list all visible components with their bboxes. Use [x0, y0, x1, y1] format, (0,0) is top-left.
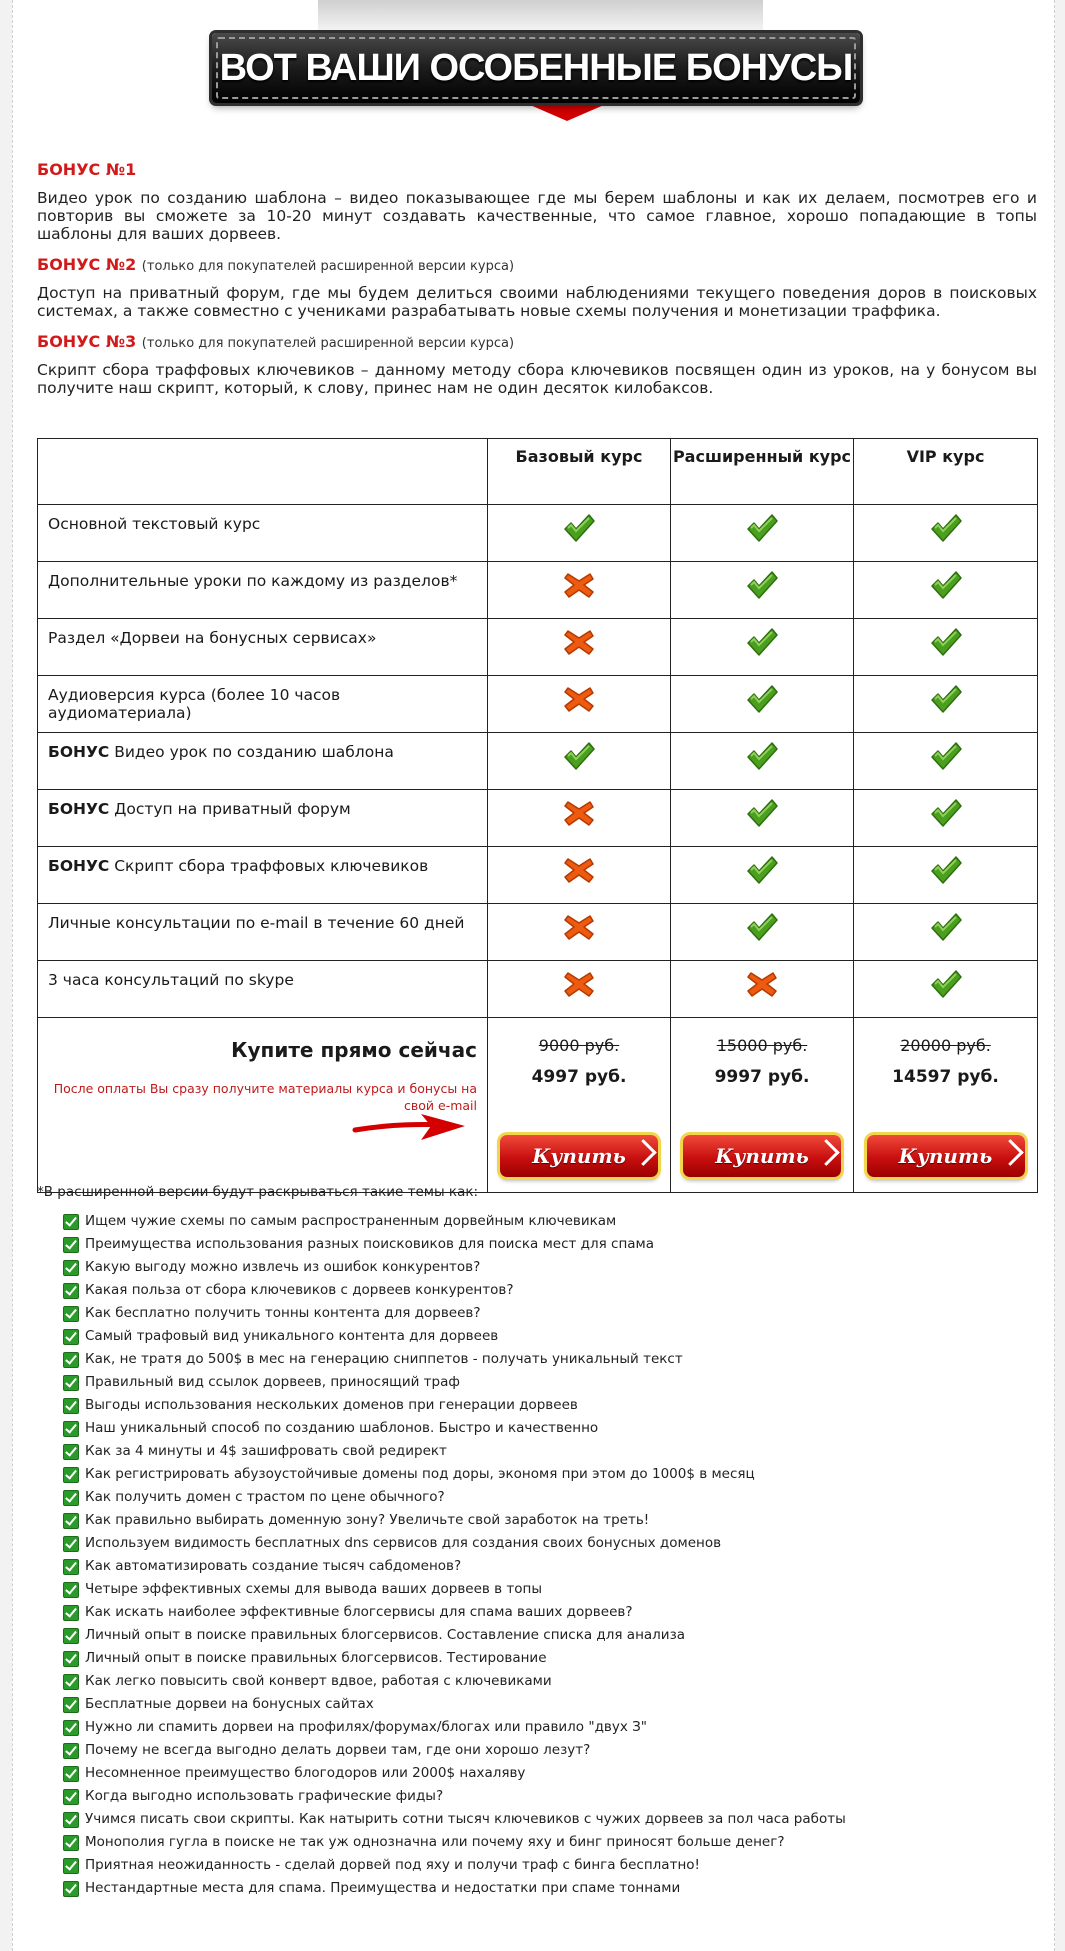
- cross-icon: [671, 961, 854, 1018]
- plan-basic: [488, 1018, 671, 1193]
- bonus-2: [37, 255, 1037, 320]
- checkbox-tick-icon: [63, 1720, 79, 1736]
- checkbox-tick-icon: [63, 1858, 79, 1874]
- topics-intro: *В расширенной версии будут раскрываться такие темы как:: [37, 1184, 479, 1200]
- table-header-row: [38, 439, 1038, 505]
- bonus-3-note: (только для покупателей расширенной версии курса): [141, 336, 515, 351]
- list-item: [63, 1535, 846, 1558]
- arrow-icon: [630, 1139, 657, 1166]
- checkbox-tick-icon: [63, 1375, 79, 1391]
- list-item: [63, 1696, 846, 1719]
- checkbox-tick-icon: [63, 1651, 79, 1667]
- feature-bonus-tag: БОНУС: [48, 743, 110, 761]
- list-item: [63, 1443, 846, 1466]
- feature-label: [38, 847, 488, 904]
- plan-vip: [854, 1018, 1038, 1193]
- feature-label: [38, 733, 488, 790]
- topic-text: Учимся писать свои скрипты. Как натырить сотни тысяч ключевиков с чужих дорвеев за пол часа работы: [85, 1811, 846, 1827]
- list-item: [63, 1489, 846, 1512]
- list-item: [63, 1512, 846, 1535]
- topic-text: Несомненное преимущество блогодоров или 2000$ нахаляву: [85, 1765, 526, 1781]
- bonus-3: [37, 332, 1037, 397]
- checkbox-tick-icon: [63, 1352, 79, 1368]
- page: [12, 0, 1055, 1951]
- cross-icon: [488, 961, 671, 1018]
- header-basic: Базовый курс: [488, 439, 671, 505]
- header-vip: VIP курс: [854, 439, 1038, 505]
- list-item: [63, 1236, 846, 1259]
- check-icon: [854, 733, 1038, 790]
- list-item: [63, 1673, 846, 1696]
- plan-vip-old-price: 20000 руб.: [900, 1036, 991, 1055]
- feature-label: [38, 676, 488, 733]
- topic-text: Как за 4 минуты и 4$ зашифровать свой редирект: [85, 1443, 447, 1459]
- banner: [212, 33, 860, 103]
- cross-icon: [488, 847, 671, 904]
- topic-text: Почему не всегда выгодно делать дорвеи там, где они хорошо лезут?: [85, 1742, 591, 1758]
- plan-extended-old-price: 15000 руб.: [716, 1036, 808, 1055]
- list-item: [63, 1811, 846, 1834]
- feature-text: Видео урок по созданию шаблона: [109, 743, 394, 761]
- topic-text: Когда выгодно использовать графические фиды?: [85, 1788, 444, 1804]
- feature-label: [38, 619, 488, 676]
- checkbox-tick-icon: [63, 1214, 79, 1230]
- comparison-table: [37, 438, 1038, 1193]
- check-icon: [671, 790, 854, 847]
- topic-text: Какую выгоду можно извлечь из ошибок конкурентов?: [85, 1259, 481, 1275]
- check-icon: [671, 619, 854, 676]
- list-item: [63, 1213, 846, 1236]
- topic-text: Как бесплатно получить тонны контента для дорвеев?: [85, 1305, 481, 1321]
- table-row: [38, 790, 1038, 847]
- list-item: [63, 1604, 846, 1627]
- list-item: [63, 1719, 846, 1742]
- topic-text: Нестандартные места для спама. Преимущества и недостатки при спаме тоннами: [85, 1880, 681, 1896]
- checkbox-tick-icon: [63, 1329, 79, 1345]
- plan-extended-price: 9997 руб.: [714, 1067, 810, 1087]
- table-row: [38, 961, 1038, 1018]
- checkbox-tick-icon: [63, 1536, 79, 1552]
- topic-text: Как правильно выбирать доменную зону? Увеличьте свой заработок на треть!: [85, 1512, 650, 1528]
- bonuses-section: [37, 160, 1037, 409]
- topic-text: Самый трафовый вид уникального контента для дорвеев: [85, 1328, 499, 1344]
- feature-label: [38, 790, 488, 847]
- plan-extended: [671, 1018, 854, 1193]
- buy-button-label: Купить: [715, 1144, 809, 1168]
- check-icon: [488, 505, 671, 562]
- bonus-1: [37, 160, 1037, 243]
- check-icon: [854, 904, 1038, 961]
- topic-text: Как получить домен с трастом по цене обычного?: [85, 1489, 445, 1505]
- topic-text: Ищем чужие схемы по самым распространенным дорвейным ключевикам: [85, 1213, 617, 1229]
- bonus-1-heading: [37, 160, 1037, 179]
- header-extended: Расширенный курс: [671, 439, 854, 505]
- topic-text: Как, не тратя до 500$ в мес на генерацию сниппетов - получать уникальный текст: [85, 1351, 683, 1367]
- check-icon: [671, 733, 854, 790]
- check-icon: [671, 904, 854, 961]
- checkbox-tick-icon: [63, 1283, 79, 1299]
- buy-cell: [38, 1018, 488, 1193]
- bonus-2-heading: [37, 255, 1037, 274]
- feature-text: Аудиоверсия курса (более 10 часов аудиоматериала): [48, 686, 341, 722]
- feature-text: Скрипт сбора траффовых ключевиков: [109, 857, 429, 875]
- buy-button-label: Купить: [532, 1144, 626, 1168]
- check-icon: [671, 562, 854, 619]
- topic-text: Монополия гугла в поиске не так уж однозначна или почему яху и бинг приносят больше денег?: [85, 1834, 785, 1850]
- list-item: [63, 1742, 846, 1765]
- feature-text: Основной текстовый курс: [48, 515, 261, 533]
- checkbox-tick-icon: [63, 1237, 79, 1253]
- check-icon: [671, 676, 854, 733]
- cross-icon: [488, 619, 671, 676]
- banner-ribbon-tip: [521, 101, 613, 121]
- topic-text: Приятная неожиданность - сделай дорвей под яху и получи траф с бинга бесплатно!: [85, 1857, 700, 1873]
- cross-icon: [488, 562, 671, 619]
- checkbox-tick-icon: [63, 1398, 79, 1414]
- topic-text: Используем видимость бесплатных dns сервисов для создания своих бонусных доменов: [85, 1535, 722, 1551]
- feature-text: Личные консультации по e-mail в течение 60 дней: [48, 914, 465, 932]
- bonus-3-title: БОНУС №3: [37, 332, 137, 351]
- topic-text: Преимущества использования разных поисковиков для поиска мест для спама: [85, 1236, 655, 1252]
- checkbox-tick-icon: [63, 1881, 79, 1897]
- check-icon: [488, 733, 671, 790]
- checkbox-tick-icon: [63, 1559, 79, 1575]
- bonus-3-text: Скрипт сбора траффовых ключевиков – данному методу сбора ключевиков посвящен один из уроков, на у бонусом вы получите наш скрипт, который, к слову, принес нам не один десяток килобаксов.: [37, 361, 1037, 397]
- plan-basic-old-price: 9000 руб.: [538, 1036, 620, 1055]
- checkbox-tick-icon: [63, 1697, 79, 1713]
- topic-text: Четыре эффективных схемы для вывода ваших дорвеев в топы: [85, 1581, 542, 1597]
- check-icon: [671, 505, 854, 562]
- checkbox-tick-icon: [63, 1835, 79, 1851]
- checkbox-tick-icon: [63, 1444, 79, 1460]
- arrow-icon: [813, 1139, 840, 1166]
- table-row: [38, 847, 1038, 904]
- red-arrow-icon: [351, 1108, 471, 1144]
- list-item: [63, 1466, 846, 1489]
- feature-label: [38, 904, 488, 961]
- checkbox-tick-icon: [63, 1628, 79, 1644]
- plan-basic-price: 4997 руб.: [531, 1067, 627, 1087]
- bonus-3-heading: [37, 332, 1037, 351]
- check-icon: [671, 847, 854, 904]
- checkbox-tick-icon: [63, 1789, 79, 1805]
- cross-icon: [488, 790, 671, 847]
- list-item: [63, 1627, 846, 1650]
- list-item: [63, 1420, 846, 1443]
- list-item: [63, 1834, 846, 1857]
- buy-subtitle: После оплаты Вы сразу получите материалы курса и бонусы на свой e-mail: [53, 1081, 477, 1113]
- list-item: [63, 1305, 846, 1328]
- buy-title: Купите прямо сейчас: [231, 1038, 477, 1062]
- check-icon: [854, 961, 1038, 1018]
- feature-text: Раздел «Дорвеи на бонусных сервисах»: [48, 629, 377, 647]
- checkbox-tick-icon: [63, 1766, 79, 1782]
- list-item: [63, 1857, 846, 1880]
- topic-text: Как автоматизировать создание тысяч сабдоменов?: [85, 1558, 462, 1574]
- topic-text: Как регистрировать абузоустойчивые домены под доры, экономя при этом до 1000$ в месяц: [85, 1466, 755, 1482]
- checkbox-tick-icon: [63, 1421, 79, 1437]
- topic-text: Выгоды использования нескольких доменов при генерации дорвеев: [85, 1397, 578, 1413]
- checkbox-tick-icon: [63, 1674, 79, 1690]
- list-item: [63, 1259, 846, 1282]
- buy-button-label: Купить: [898, 1144, 993, 1168]
- buy-row: [38, 1018, 1038, 1193]
- topic-text: Наш уникальный способ по созданию шаблонов. Быстро и качественно: [85, 1420, 599, 1436]
- table-row: [38, 505, 1038, 562]
- feature-bonus-tag: БОНУС: [48, 800, 110, 818]
- cross-icon: [488, 676, 671, 733]
- topic-text: Нужно ли спамить дорвеи на профилях/форумах/блогах или правило "двух З": [85, 1719, 647, 1735]
- checkbox-tick-icon: [63, 1743, 79, 1759]
- topic-text: Какая польза от сбора ключевиков с дорвеев конкурентов?: [85, 1282, 514, 1298]
- topics-list: [63, 1213, 846, 1903]
- list-item: [63, 1650, 846, 1673]
- list-item: [63, 1788, 846, 1811]
- list-item: [63, 1374, 846, 1397]
- checkbox-tick-icon: [63, 1513, 79, 1529]
- check-icon: [854, 619, 1038, 676]
- banner-title: ВОТ ВАШИ ОСОБЕННЫЕ БОНУСЫ: [219, 46, 853, 89]
- topic-text: Бесплатные дорвеи на бонусных сайтах: [85, 1696, 374, 1712]
- buy-button-vip[interactable]: [867, 1135, 1025, 1177]
- bonus-2-title: БОНУС №2: [37, 255, 137, 274]
- list-item: [63, 1880, 846, 1903]
- list-item: [63, 1282, 846, 1305]
- list-item: [63, 1558, 846, 1581]
- check-icon: [854, 562, 1038, 619]
- checkbox-tick-icon: [63, 1467, 79, 1483]
- check-icon: [854, 847, 1038, 904]
- feature-label: [38, 961, 488, 1018]
- bonus-2-text: Доступ на приватный форум, где мы будем делиться своими наблюдениями текущего поведения доров в поисковых системах, а также совместно с учениками разрабатывать новые схемы получения и монетизации траффика.: [37, 284, 1037, 320]
- table-row: [38, 733, 1038, 790]
- feature-text: 3 часа консультаций по skype: [48, 971, 294, 989]
- feature-text: Дополнительные уроки по каждому из разделов*: [48, 572, 458, 590]
- buy-button-basic[interactable]: [500, 1135, 658, 1177]
- list-item: [63, 1765, 846, 1788]
- checkbox-tick-icon: [63, 1260, 79, 1276]
- check-icon: [854, 676, 1038, 733]
- feature-text: Доступ на приватный форум: [109, 800, 351, 818]
- plan-vip-price: 14597 руб.: [892, 1067, 999, 1087]
- list-item: [63, 1397, 846, 1420]
- topic-text: Как искать наиболее эффективные блогсервисы для спама ваших дорвеев?: [85, 1604, 633, 1620]
- checkbox-tick-icon: [63, 1582, 79, 1598]
- feature-label: [38, 505, 488, 562]
- arrow-icon: [996, 1139, 1023, 1166]
- checkbox-tick-icon: [63, 1490, 79, 1506]
- checkbox-tick-icon: [63, 1812, 79, 1828]
- table-row: [38, 904, 1038, 961]
- bonus-2-note: (только для покупателей расширенной версии курса): [141, 259, 515, 274]
- check-icon: [854, 505, 1038, 562]
- topic-text: Правильный вид ссылок дорвеев, приносящий траф: [85, 1374, 460, 1390]
- list-item: [63, 1328, 846, 1351]
- topic-text: Личный опыт в поиске правильных блогсервисов. Тестирование: [85, 1650, 547, 1666]
- buy-button-extended[interactable]: [683, 1135, 841, 1177]
- table-row: [38, 619, 1038, 676]
- header-empty: [38, 439, 488, 505]
- topic-text: Как легко повысить свой конверт вдвое, работая с ключевиками: [85, 1673, 552, 1689]
- list-item: [63, 1581, 846, 1604]
- cross-icon: [488, 904, 671, 961]
- feature-bonus-tag: БОНУС: [48, 857, 110, 875]
- checkbox-tick-icon: [63, 1605, 79, 1621]
- feature-label: [38, 562, 488, 619]
- checkbox-tick-icon: [63, 1306, 79, 1322]
- bonus-1-title: БОНУС №1: [37, 160, 137, 179]
- list-item: [63, 1351, 846, 1374]
- bonus-1-text: Видео урок по созданию шаблона – видео показывающее где мы берем шаблоны и как их делаем, посмотрев его и повторив вы сможете за 10-20 минут создавать качественные, что самое главное, хорошо попадающие в топы шаблоны для ваших дорвеев.: [37, 189, 1037, 243]
- topic-text: Личный опыт в поиске правильных блогсервисов. Составление списка для анализа: [85, 1627, 686, 1643]
- table-row: [38, 562, 1038, 619]
- table-row: [38, 676, 1038, 733]
- check-icon: [854, 790, 1038, 847]
